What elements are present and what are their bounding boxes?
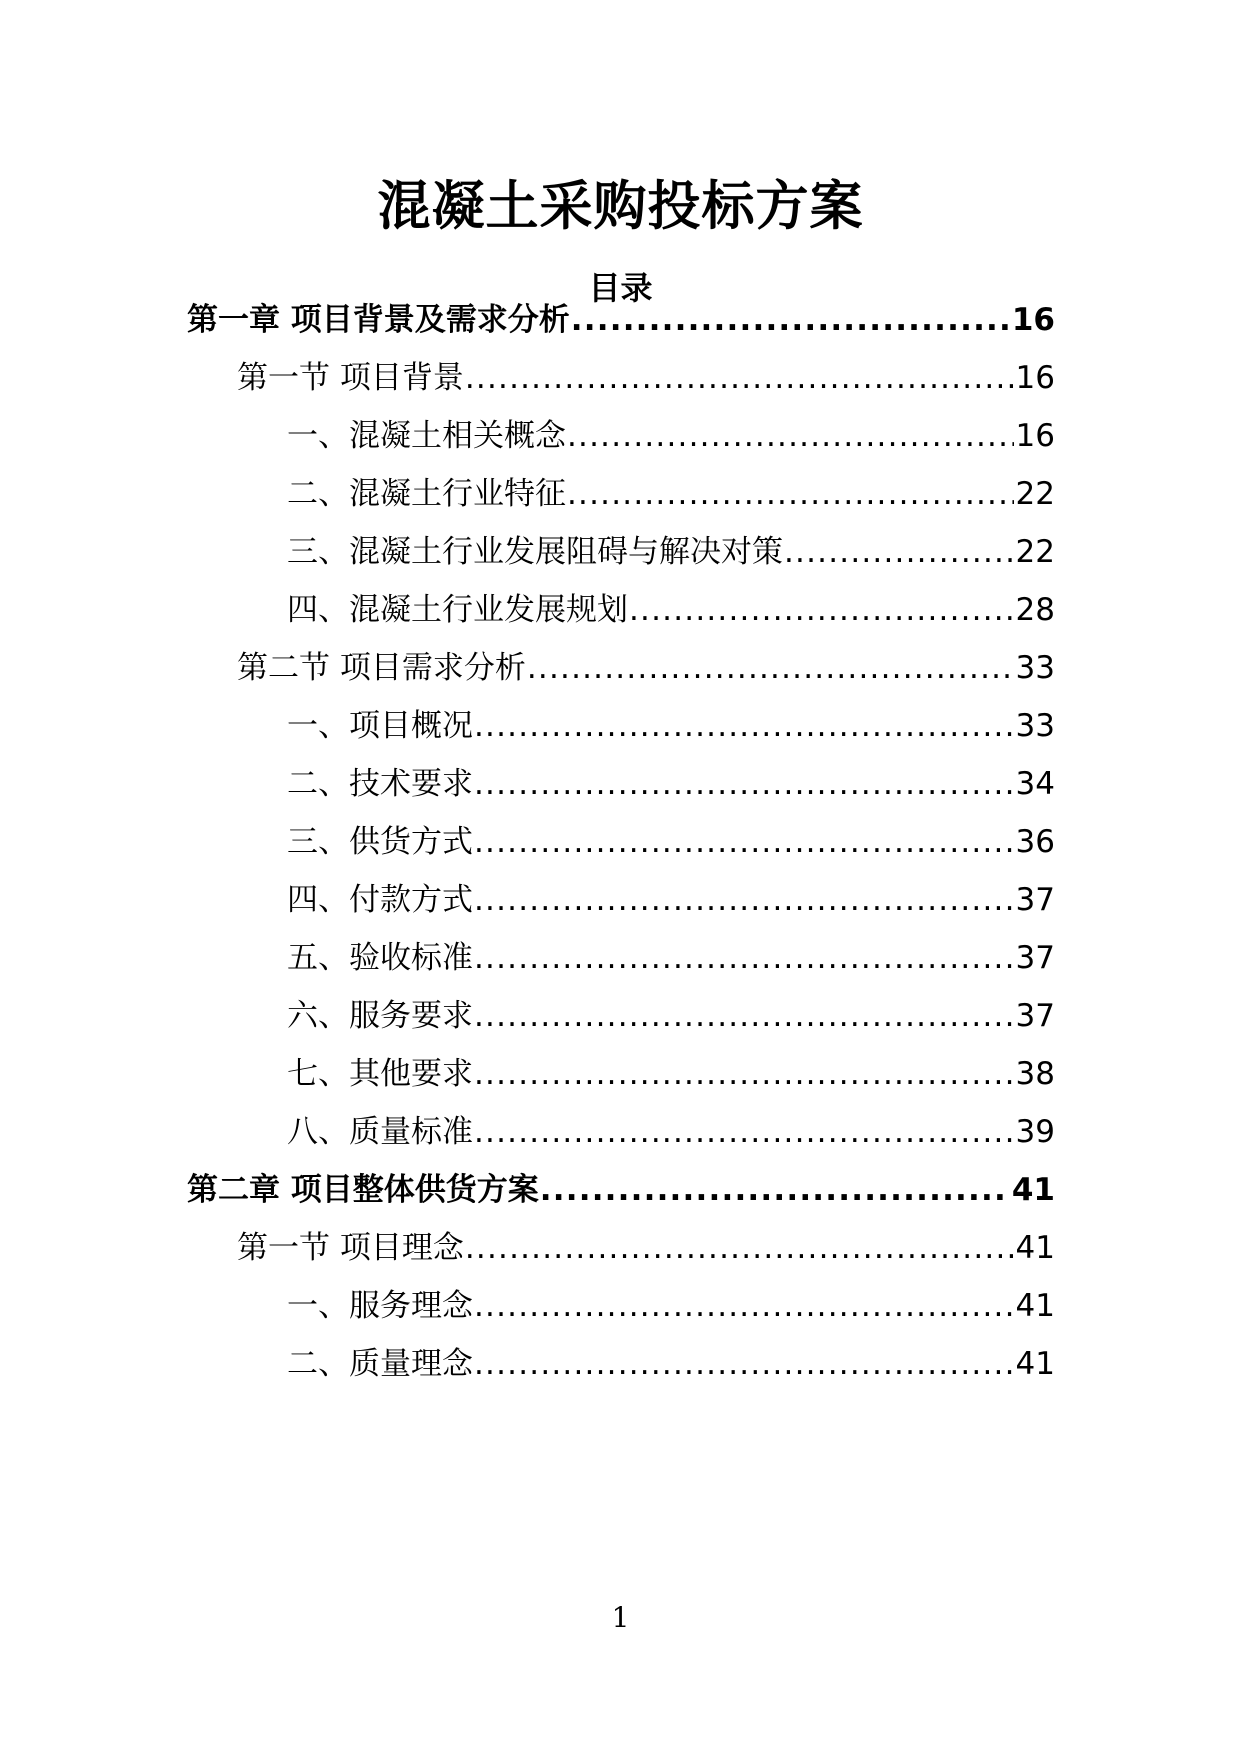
- toc-entry-label: 三、供货方式: [287, 824, 473, 860]
- toc-entry-label: 一、项目概况: [287, 708, 473, 744]
- toc-dot-leader: [567, 470, 1014, 518]
- toc-dot-leader: [474, 876, 1014, 924]
- toc-entry-page: 34: [1015, 766, 1055, 802]
- toc-entry-page: 16: [1015, 360, 1055, 396]
- toc-entry-page: 41: [1015, 1346, 1055, 1382]
- toc-entry-page: 38: [1015, 1056, 1055, 1092]
- toc-entry-label: 第一节 项目背景: [237, 360, 464, 396]
- toc-dot-leader: [474, 818, 1014, 866]
- toc-entry-label: 一、混凝土相关概念: [287, 418, 566, 454]
- toc-entry-page: 33: [1015, 708, 1055, 744]
- toc-entry-subsection[interactable]: [287, 818, 1055, 866]
- toc-entry-section[interactable]: [237, 1224, 1055, 1272]
- toc-entry-subsection[interactable]: [287, 760, 1055, 808]
- document-title: 混凝土采购投标方案: [377, 176, 864, 237]
- toc-dot-leader: [474, 934, 1014, 982]
- toc-entry-subsection[interactable]: [287, 876, 1055, 924]
- toc-entry-subsection[interactable]: [287, 1108, 1055, 1156]
- toc-dot-leader: [474, 1050, 1014, 1098]
- toc-entry-label: 四、付款方式: [287, 882, 473, 918]
- page-number: 1: [611, 1601, 630, 1634]
- toc-dot-leader: [629, 586, 1014, 634]
- toc-entry-subsection[interactable]: [287, 412, 1055, 460]
- toc-entry-page: 37: [1015, 998, 1055, 1034]
- toc-dot-leader: [784, 528, 1014, 576]
- toc-entry-page: 33: [1015, 650, 1055, 686]
- toc-entry-label: 六、服务要求: [287, 998, 473, 1034]
- toc-entry-label: 第二章 项目整体供货方案: [187, 1172, 539, 1208]
- toc-dot-leader: [540, 1166, 1010, 1214]
- toc-dot-leader: [465, 354, 1014, 402]
- toc-entry-subsection[interactable]: [287, 528, 1055, 576]
- toc-dot-leader: [474, 702, 1014, 750]
- toc-entry-subsection[interactable]: [287, 992, 1055, 1040]
- toc-entry-page: 16: [1011, 302, 1055, 338]
- toc-entry-page: 16: [1015, 418, 1055, 454]
- toc-entry-page: 41: [1015, 1230, 1055, 1266]
- toc-entry-page: 28: [1015, 592, 1055, 628]
- toc-entry-page: 37: [1015, 882, 1055, 918]
- toc-dot-leader: [474, 992, 1014, 1040]
- toc-entry-label: 七、其他要求: [287, 1056, 473, 1092]
- toc-dot-leader: [527, 644, 1014, 692]
- toc-entry-page: 22: [1015, 476, 1055, 512]
- toc-entry-label: 第一节 项目理念: [237, 1230, 464, 1266]
- toc-entry-section[interactable]: [237, 644, 1055, 692]
- toc-dot-leader: [474, 1108, 1014, 1156]
- toc-dot-leader: [465, 1224, 1014, 1272]
- toc-entry-subsection[interactable]: [287, 1282, 1055, 1330]
- toc-entry-page: 39: [1015, 1114, 1055, 1150]
- toc-entry-label: 五、验收标准: [287, 940, 473, 976]
- toc-entry-label: 二、混凝土行业特征: [287, 476, 566, 512]
- toc-entry-page: 22: [1015, 534, 1055, 570]
- toc-entry-label: 一、服务理念: [287, 1288, 473, 1324]
- toc-entry-page: 37: [1015, 940, 1055, 976]
- toc-entry-label: 第一章 项目背景及需求分析: [187, 302, 570, 338]
- toc-dot-leader: [474, 760, 1014, 808]
- toc-entry-label: 四、混凝土行业发展规划: [287, 592, 628, 628]
- toc-entry-subsection[interactable]: [287, 586, 1055, 634]
- toc-dot-leader: [474, 1282, 1014, 1330]
- toc-entry-label: 三、混凝土行业发展阻碍与解决对策: [287, 534, 783, 570]
- toc-entry-subsection[interactable]: [287, 934, 1055, 982]
- toc-entry-chapter-1[interactable]: [187, 296, 1055, 344]
- toc-entry-section[interactable]: [237, 354, 1055, 402]
- toc-entry-subsection[interactable]: [287, 1050, 1055, 1098]
- toc-entry-subsection[interactable]: [287, 1340, 1055, 1388]
- toc-entry-label: 二、质量理念: [287, 1346, 473, 1382]
- toc-heading: 目录: [588, 269, 653, 307]
- toc-entry-label: 二、技术要求: [287, 766, 473, 802]
- toc-entry-page: 41: [1011, 1172, 1055, 1208]
- toc-entry-chapter-2[interactable]: [187, 1166, 1055, 1214]
- toc-dot-leader: [567, 412, 1014, 460]
- toc-entry-label: 第二节 项目需求分析: [237, 650, 526, 686]
- toc-dot-leader: [474, 1340, 1014, 1388]
- toc-dot-leader: [571, 296, 1010, 344]
- toc-entry-label: 八、质量标准: [287, 1114, 473, 1150]
- toc-entry-page: 41: [1015, 1288, 1055, 1324]
- toc-entry-subsection[interactable]: [287, 702, 1055, 750]
- toc-entry-subsection[interactable]: [287, 470, 1055, 518]
- toc-entry-page: 36: [1015, 824, 1055, 860]
